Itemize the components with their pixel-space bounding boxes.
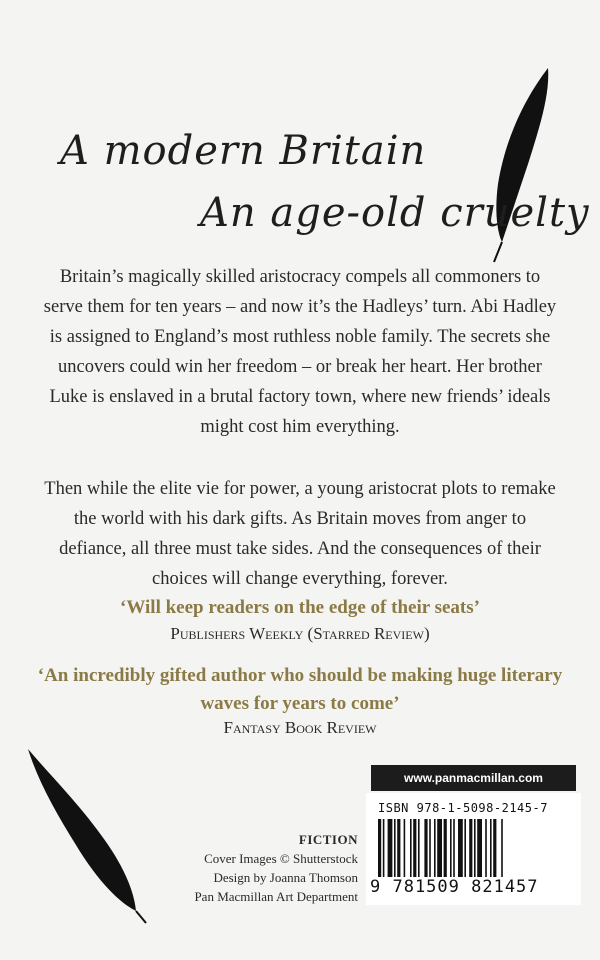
review-quote-2: ‘An incredibly gifted author who should be making huge literary waves for years to come’ <box>37 665 563 714</box>
publisher-website[interactable]: www.panmacmillan.com <box>371 765 576 791</box>
barcode-bar <box>490 819 492 877</box>
barcode-bar <box>410 819 412 877</box>
barcode-bar <box>397 819 400 877</box>
review-source-1: Publishers Weekly (Starred Review) <box>170 624 430 643</box>
isbn-number: ISBN 978-1-5098-2145-7 <box>378 801 548 815</box>
barcode-bar <box>501 819 503 877</box>
barcode-bar <box>383 819 385 877</box>
barcode <box>376 819 572 877</box>
barcode-bar <box>418 819 420 877</box>
barcode-bar <box>493 819 496 877</box>
barcode-bar <box>458 819 463 877</box>
barcode-bar <box>434 819 436 877</box>
barcode-bar <box>437 819 442 877</box>
barcode-bar <box>404 819 406 877</box>
genre-label: FICTION <box>298 832 358 847</box>
barcode-bar <box>485 819 487 877</box>
blurb-paragraph-1: Britain’s magically skilled aristocracy compels all commoners to serve them for ten years – and now it’s the Hadleys’ turn. Abi Hadley is assigned to England’s most ruthless noble family. The secrets she uncovers could win her freedom – or break her heart. Her brother Luke is enslaved in a brutal factory town, where new friends’ ideals might cost him everything. <box>43 267 557 437</box>
isbn-barcode-panel <box>366 793 581 905</box>
barcode-bar <box>388 819 393 877</box>
barcode-bar <box>424 819 427 877</box>
barcode-bar <box>450 819 452 877</box>
headline-line-1: A modern Britain <box>60 128 427 174</box>
barcode-bar <box>413 819 416 877</box>
barcode-bar <box>469 819 472 877</box>
barcode-bar <box>444 819 447 877</box>
barcode-bar <box>464 819 466 877</box>
review-quote-1: ‘Will keep readers on the edge of their seats’ <box>120 597 480 618</box>
barcode-bar <box>394 819 396 877</box>
barcode-bar <box>378 819 381 877</box>
barcode-bar <box>429 819 431 877</box>
barcode-bar <box>453 819 455 877</box>
barcode-bar <box>477 819 482 877</box>
barcode-digits: 9 781509 821457 <box>370 877 539 897</box>
feather-icon <box>20 735 150 925</box>
design-credit: Design by Joanna Thomson <box>213 870 358 885</box>
barcode-bar <box>474 819 476 877</box>
review-source-2: Fantasy Book Review <box>223 718 377 737</box>
cover-images-credit: Cover Images © Shutterstock <box>204 851 358 866</box>
blurb-paragraph-2: Then while the elite vie for power, a young aristocrat plots to remake the world with his dark gifts. As Britain moves from anger to defiance, all three must take sides. And the consequences of their choices will change everything, forever. <box>44 479 556 589</box>
credits-block <box>194 830 358 906</box>
headline-line-2: An age-old cruelty <box>200 190 590 236</box>
department-credit: Pan Macmillan Art Department <box>194 889 358 904</box>
